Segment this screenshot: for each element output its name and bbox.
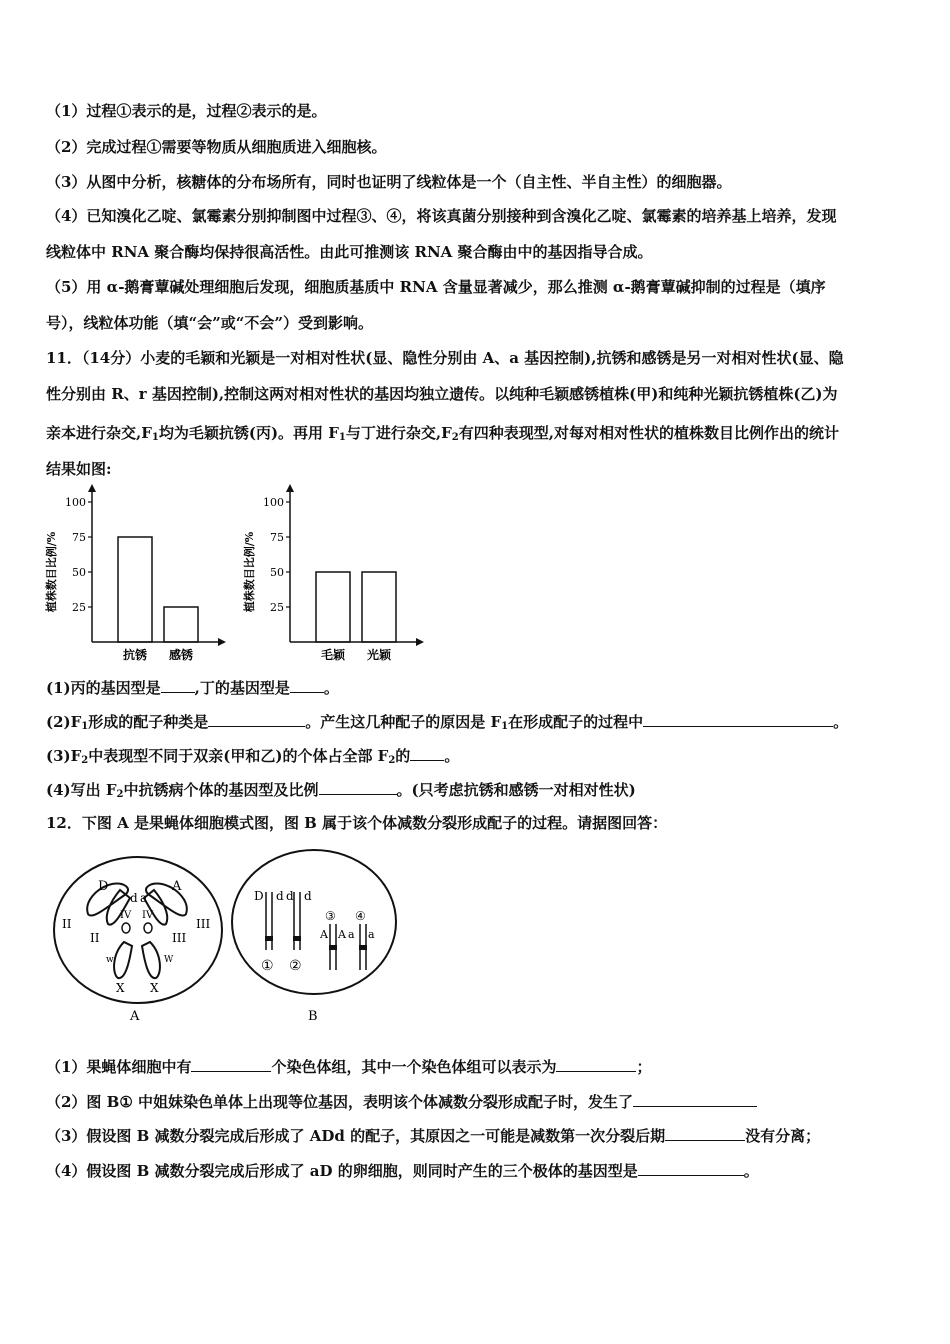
figure-a-fly-cell bbox=[50, 850, 230, 1030]
bar-毛颖 bbox=[316, 572, 350, 642]
answer-blank[interactable] bbox=[643, 711, 833, 727]
q11-sub1-text-b: ,丁的基因型是 bbox=[194, 679, 290, 697]
q11-sub2-text-b: 形成的配子种类是 bbox=[88, 713, 209, 731]
fig-a-label-X-left: X bbox=[116, 981, 125, 995]
q11-sub2-text-c: 。产生这几种配子的原因是 F bbox=[305, 713, 502, 731]
subscript: 1 bbox=[501, 721, 509, 732]
answer-blank[interactable] bbox=[665, 1125, 745, 1141]
answer-blank[interactable] bbox=[208, 711, 305, 727]
q12-sub2-text-a: （2）图 B① 中姐妹染色单体上出现等位基因，表明该个体减数分裂形成配子时，发生了 bbox=[46, 1093, 634, 1111]
fig-a-label-D: D bbox=[98, 879, 109, 894]
fig-b-label-D: D bbox=[254, 889, 264, 903]
q11-stem-line3-text: 亲本进行杂交$,F_1$均为毛颖抗锈(丙)。再用 $F_1$与丁进行杂交$,F_2$有四种表现型,对每对相对性状的植株数目比例作出的统计 bbox=[46, 424, 839, 443]
q11-sub2-text-d: 在形成配子的过程中 bbox=[508, 713, 644, 731]
fig-a-label-d: d bbox=[130, 891, 138, 905]
fig-b-label-d2: d bbox=[286, 889, 294, 903]
y-tick-label: 75 bbox=[72, 531, 86, 544]
q11-sub3-text-b: 中表现型不同于双亲(甲和乙)的个体占全部 F bbox=[88, 747, 389, 765]
x-axis-arrow bbox=[218, 638, 226, 646]
answer-blank[interactable] bbox=[410, 745, 444, 761]
q11-sub4-text-b: 中抗锈病个体的基因型及比例 bbox=[123, 781, 319, 799]
fig-a-label-W: W bbox=[164, 955, 174, 965]
y-tick-label: 25 bbox=[72, 601, 86, 614]
x-category-label: 毛颖 bbox=[320, 648, 346, 662]
q10-part1: （1）过程①表示的是，过程②表示的是。 bbox=[46, 102, 327, 120]
fig-b-label-3: ③ bbox=[325, 909, 336, 923]
y-tick-label: 100 bbox=[263, 496, 284, 509]
fig-b-label-2: ② bbox=[289, 958, 302, 974]
q11-sub3 bbox=[46, 745, 459, 766]
subscript: 1 bbox=[81, 721, 89, 732]
answer-blank[interactable] bbox=[638, 1160, 744, 1176]
answer-blank[interactable] bbox=[191, 1056, 271, 1072]
q11-sub4 bbox=[46, 779, 636, 800]
q12-intro: 12．下图 A 是果蝇体细胞模式图，图 B 属于该个体减数分裂形成配子的过程。请据图回答： bbox=[46, 814, 668, 832]
bar-光颖 bbox=[362, 572, 396, 642]
q11-sub1-text-c: 。 bbox=[323, 679, 339, 697]
q12-sub1-text-a: （1）果蝇体细胞中有 bbox=[46, 1058, 192, 1076]
q11-sub3-text-d: 。 bbox=[444, 747, 460, 765]
q11-stem-line1: 11．（14分）小麦的毛颖和光颖是一对相对性状(显、隐性分别由 A、a 基因控制),抗锈和感锈是另一对相对性状(显、隐 bbox=[46, 349, 844, 367]
q12-sub4-text-a: （4）假设图 B 减数分裂完成后形成了 aD 的卵细胞，则同时产生的三个极体的基因型是 bbox=[46, 1162, 638, 1180]
y-tick-label: 100 bbox=[65, 496, 86, 509]
q12-sub4 bbox=[46, 1160, 759, 1181]
q10-part4-line2: 线粒体中 RNA 聚合酶均保持很高活性。由此可推测该 RNA 聚合酶由中的基因指导合成。 bbox=[46, 243, 653, 261]
subscript: 2 bbox=[116, 789, 124, 800]
answer-blank[interactable] bbox=[319, 779, 397, 795]
q11-sub1 bbox=[46, 677, 339, 698]
y-tick-label: 25 bbox=[270, 601, 284, 614]
answer-blank[interactable] bbox=[290, 677, 324, 693]
fig-b-label-d3: d bbox=[304, 889, 312, 903]
fig-b-label-d1: d bbox=[276, 889, 284, 903]
fig-b-label-a1: a bbox=[348, 928, 355, 941]
y-tick-label: 50 bbox=[72, 566, 86, 579]
bar-抗锈 bbox=[118, 537, 152, 642]
fig-b-label-A2: A bbox=[338, 928, 346, 941]
q11-stem-line4: 结果如图: bbox=[46, 460, 112, 478]
y-axis-label: 植株数目比例/% bbox=[243, 531, 256, 613]
fig-a-label-II-inner: II bbox=[90, 931, 100, 945]
bar-chart-resistance bbox=[40, 484, 240, 669]
fig-a-label-II-left: II bbox=[62, 917, 72, 931]
q11-stem-line3 bbox=[46, 423, 839, 443]
y-axis-arrow bbox=[286, 484, 294, 492]
q12-sub3-text-b: 没有分离； bbox=[745, 1127, 821, 1145]
x-axis-arrow bbox=[416, 638, 424, 646]
fig-a-label-III-inner: III bbox=[172, 931, 187, 945]
q12-sub1-text-c: ； bbox=[636, 1058, 652, 1076]
x-category-label: 光颖 bbox=[366, 648, 392, 662]
q11-sub2 bbox=[46, 711, 848, 732]
fig-a-label-w: w bbox=[106, 955, 114, 965]
q12-sub1-text-b: 个染色体组，其中一个染色体组可以表示为 bbox=[271, 1058, 557, 1076]
q11-sub2-text-a: (2)F bbox=[46, 713, 82, 731]
q11-stem-line2: 性分别由 R、r 基因控制),控制这两对相对性状的基因均独立遗传。以纯种毛颖感锈植株(甲)和纯种光颖抗锈植株(乙)为 bbox=[46, 385, 838, 403]
q10-part5-line1: （5）用 α-鹅膏蕈碱处理细胞后发现，细胞质基质中 RNA 含量显著减少，那么推测 α-鹅膏蕈碱抑制的过程是（填序 bbox=[46, 278, 826, 296]
q10-part5-line2: 号），线粒体功能（填“会”或“不会”）受到影响。 bbox=[46, 314, 374, 332]
q10-part4-line1: （4）已知溴化乙啶、氯霉素分别抑制图中过程③、④，将该真菌分别接种到含溴化乙啶、氯霉素的培养基上培养，发现 bbox=[46, 207, 837, 225]
q12-sub3 bbox=[46, 1125, 820, 1146]
q12-sub4-text-b: 。 bbox=[743, 1162, 759, 1180]
y-axis-arrow bbox=[88, 484, 96, 492]
q12-sub3-text-a: （3）假设图 B 减数分裂完成后形成了 ADd 的配子，其原因之一可能是减数第一次分裂后期 bbox=[46, 1127, 666, 1145]
fig-b-caption: B bbox=[308, 1009, 318, 1024]
fig-a-label-III-right: III bbox=[196, 917, 211, 931]
subscript: 2 bbox=[81, 755, 89, 766]
x-category-label: 感锈 bbox=[168, 648, 194, 662]
figure-b-meiosis bbox=[224, 848, 404, 1028]
q11-sub4-text-c: 。(只考虑抗锈和感锈一对相对性状) bbox=[396, 781, 636, 799]
fig-b-label-1: ① bbox=[261, 958, 274, 974]
q12-sub1 bbox=[46, 1056, 651, 1077]
q10-part2: （2）完成过程①需要等物质从细胞质进入细胞核。 bbox=[46, 138, 387, 156]
fig-a-label-a: a bbox=[140, 891, 148, 905]
y-axis-label: 植株数目比例/% bbox=[45, 531, 58, 613]
fig-a-label-A: A bbox=[172, 879, 182, 894]
subscript: 2 bbox=[388, 755, 396, 766]
bar-chart-glume bbox=[238, 484, 438, 669]
y-tick-label: 50 bbox=[270, 566, 284, 579]
answer-blank[interactable] bbox=[633, 1091, 757, 1107]
q11-sub1-text-a: (1)丙的基因型是 bbox=[46, 679, 161, 697]
fig-a-label-IV-right: IV bbox=[142, 910, 154, 921]
fig-b-label-a2: a bbox=[368, 928, 375, 941]
y-tick-label: 75 bbox=[270, 531, 284, 544]
q11-sub3-text-a: (3)F bbox=[46, 747, 82, 765]
answer-blank[interactable] bbox=[161, 677, 195, 693]
fig-a-caption: A bbox=[130, 1009, 140, 1024]
fig-b-label-A1: A bbox=[320, 928, 328, 941]
answer-blank[interactable] bbox=[556, 1056, 636, 1072]
fig-a-label-X-right: X bbox=[150, 981, 159, 995]
fig-a-label-IV-left: IV bbox=[120, 910, 132, 921]
q11-sub2-text-e: 。 bbox=[833, 713, 849, 731]
q11-sub3-text-c: 的 bbox=[395, 747, 411, 765]
q12-sub2 bbox=[46, 1091, 757, 1112]
bar-感锈 bbox=[164, 607, 198, 642]
x-category-label: 抗锈 bbox=[122, 648, 148, 662]
fig-b-label-4: ④ bbox=[355, 909, 366, 923]
q11-sub4-text-a: (4)写出 F bbox=[46, 781, 117, 799]
q10-part3: （3）从图中分析，核糖体的分布场所有，同时也证明了线粒体是一个（自主性、半自主性）的细胞器。 bbox=[46, 173, 732, 191]
